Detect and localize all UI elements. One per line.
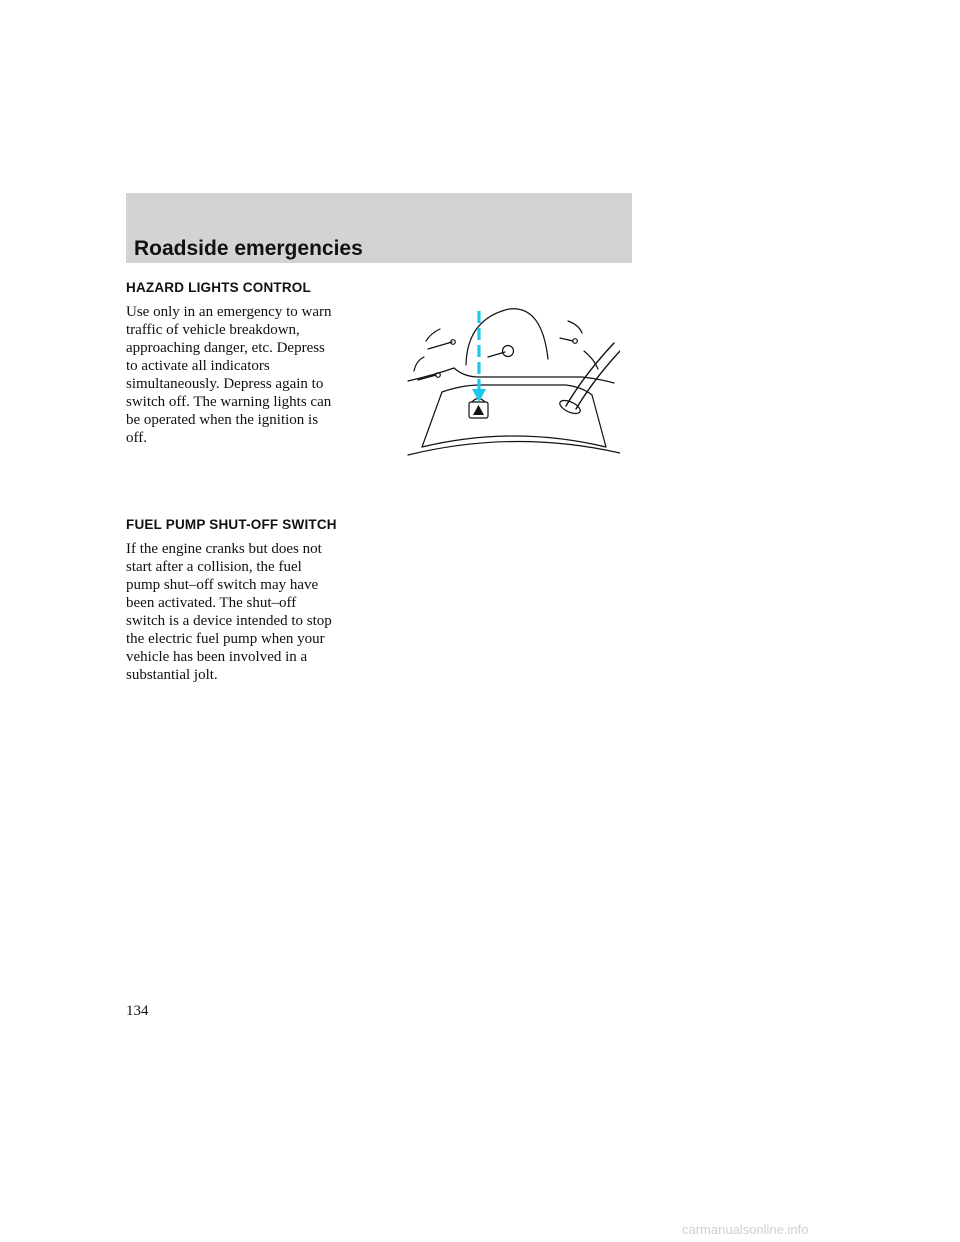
- gauge-right-upper: [568, 321, 582, 333]
- hazard-switch-illustration: [404, 305, 620, 459]
- text-line: switch is a device intended to stop: [126, 613, 332, 629]
- text-line: pump shut–off switch may have: [126, 577, 319, 593]
- speedometer-pivot: [503, 346, 514, 357]
- text-line: If the engine cranks but does not: [126, 541, 322, 557]
- panel-right-edge: [592, 395, 606, 447]
- text-line: switch off. The warning lights can: [126, 394, 332, 410]
- gauge-left-upper: [426, 329, 440, 341]
- text-line: traffic of vehicle breakdown,: [126, 322, 300, 338]
- text-line: off.: [126, 430, 147, 446]
- steering-column-left: [566, 343, 614, 406]
- gauge-needle: [428, 342, 452, 349]
- section-heading-hazard-lights: HAZARD LIGHTS CONTROL: [126, 280, 311, 295]
- page-title: Roadside emergencies: [134, 237, 363, 260]
- gauge-needle: [560, 338, 573, 341]
- gauge-left-lower: [414, 357, 424, 371]
- hazard-lights-text: [126, 303, 376, 447]
- text-line: the electric fuel pump when your: [126, 631, 325, 647]
- watermark-text: carmanualsonline.info: [682, 1222, 809, 1237]
- text-line: to activate all indicators: [126, 358, 270, 374]
- text-line: be operated when the ignition is: [126, 412, 319, 428]
- text-line: simultaneously. Depress again to: [126, 376, 324, 392]
- panel-left-edge: [422, 392, 442, 447]
- fuel-pump-text: [126, 540, 376, 684]
- text-line: Use only in an emergency to warn: [126, 304, 332, 320]
- text-line: approaching danger, etc. Depress: [126, 340, 325, 356]
- text-line: substantial jolt.: [126, 667, 218, 683]
- text-line: vehicle has been involved in a: [126, 649, 308, 665]
- cluster-lower-edge: [442, 385, 592, 395]
- header-band: [126, 193, 632, 263]
- hazard-triangle-icon: [473, 405, 484, 415]
- text-line: been activated. The shut–off: [126, 595, 297, 611]
- text-line: start after a collision, the fuel: [126, 559, 302, 575]
- page-number: 134: [126, 1003, 149, 1019]
- gauge-right-lower: [584, 351, 598, 369]
- section-heading-fuel-pump: FUEL PUMP SHUT-OFF SWITCH: [126, 517, 337, 532]
